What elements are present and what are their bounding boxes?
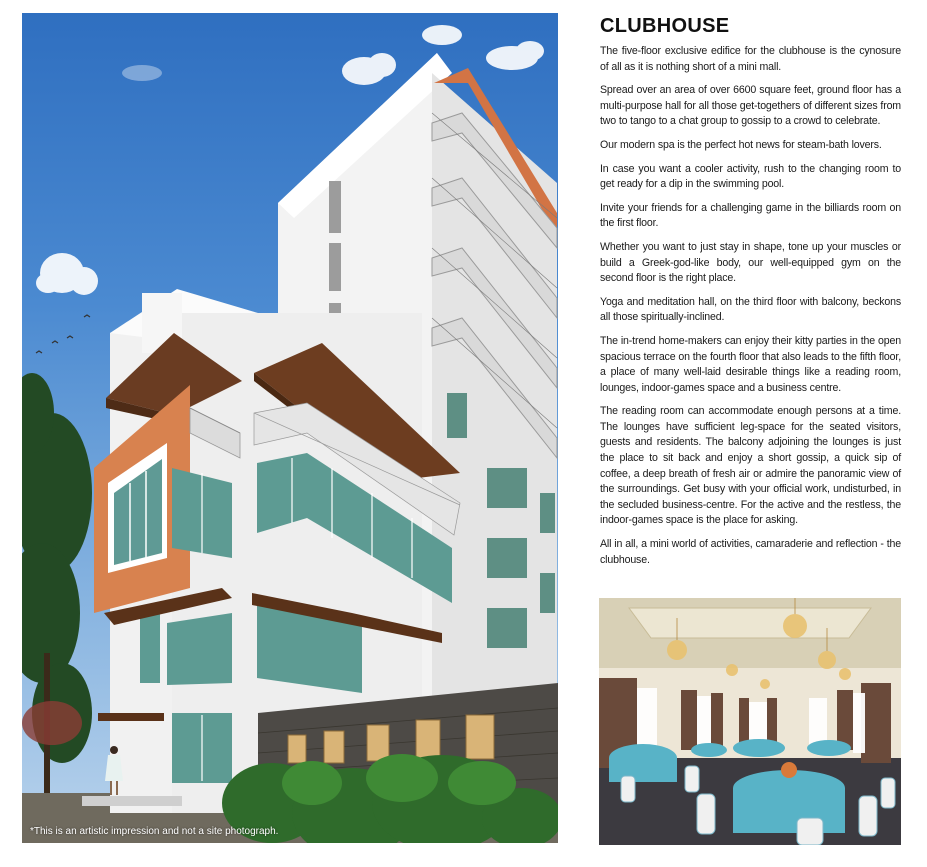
disclaimer-note: *This is an artistic impression and not a site photograph.	[30, 826, 279, 837]
banquet-hall-illustration	[599, 598, 901, 845]
banquet-hall-image	[599, 598, 901, 845]
building-illustration	[22, 13, 558, 843]
paragraph: Invite your friends for a challenging game in the billiards room on the first floor.	[600, 201, 901, 230]
page-title: CLUBHOUSE	[600, 15, 730, 37]
paragraph: Whether you want to just stay in shape, tone up your muscles or build a Greek-god-like body, our well-equipped gym on the second floor is the right place.	[600, 240, 901, 285]
paragraph: In case you want a cooler activity, rush to the changing room to get ready for a dip in the swimming pool.	[600, 162, 901, 191]
paragraph: The five-floor exclusive edifice for the clubhouse is the cynosure of all as it is nothing short of a mini mall.	[600, 45, 901, 73]
building-render-image	[22, 13, 558, 843]
clubhouse-description	[600, 15, 901, 576]
paragraph: Our modern spa is the perfect hot news for steam-bath lovers.	[600, 138, 882, 151]
paragraph: Yoga and meditation hall, on the third floor with balcony, beckons all those spiritually-inclined.	[600, 295, 901, 324]
paragraph: The in-trend home-makers can enjoy their kitty parties in the open spacious terrace on the fourth floor that also leads to the fifth floor, a place of many well-laid desirable things like a reading room, lounges, indoor-games space and a business centre.	[600, 334, 901, 394]
paragraph: Spread over an area of over 6600 square feet, ground floor has a multi-purpose hall for all those get-togethers of different sizes from two to tango to a chat group to gossip to a crowd to celebrate.	[600, 84, 901, 128]
paragraph: The reading room can accommodate enough persons at a time. The lounges have sufficient leg-space for the seated visitors, guests and residents. The balcony adjoining the lounges is just the place to sit back and enjoy a short gossip, a quick sip of coffee, a deep breath of fresh air or admire the panoramic view of the surroundings. Get busy with your official work, undisturbed, in the secluded business-centre. For the active and the restless, the indoor-games space is the place for asking.	[600, 405, 901, 527]
birds	[36, 315, 90, 353]
paragraph: All in all, a mini world of activities, camaraderie and reflection - the clubhouse.	[600, 538, 901, 566]
